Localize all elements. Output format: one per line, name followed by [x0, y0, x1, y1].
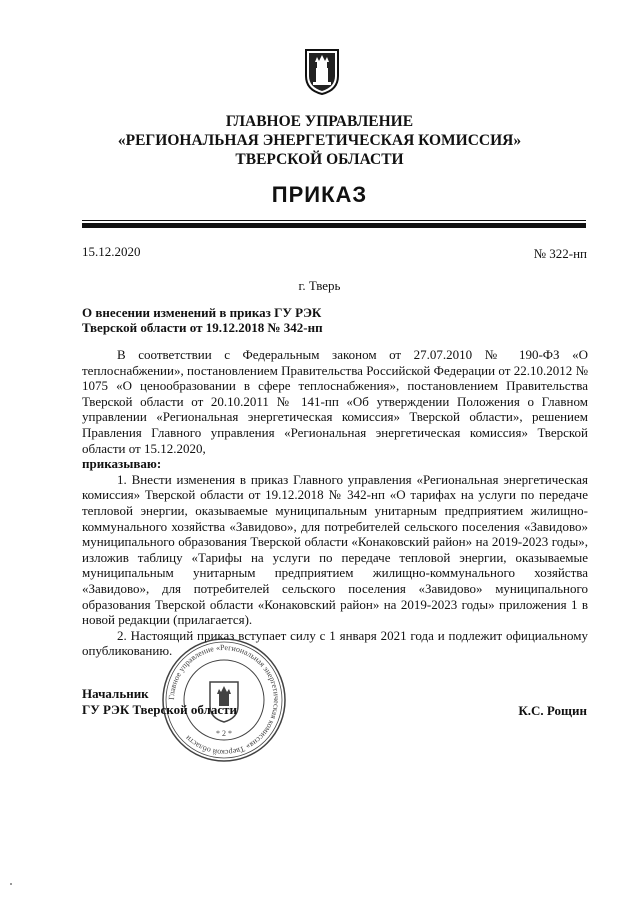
order-number: № 322-нп	[533, 246, 587, 261]
position-line-2: ГУ РЭК Тверской области	[82, 702, 237, 717]
header-divider-thick	[82, 223, 586, 228]
signatory-name: К.С. Рощин	[518, 703, 587, 718]
header-divider-thin	[82, 220, 586, 221]
coat-of-arms-icon	[302, 46, 342, 96]
order-word: приказываю:	[82, 456, 162, 472]
seal-number: * 2 *	[216, 729, 232, 738]
order-item-2: 2. Настоящий приказ вступает силу с 1 января 2021 года и подлежит официальному опубликованию.	[82, 627, 588, 659]
position-line-1: Начальник	[82, 686, 149, 701]
preamble-paragraph: В соответствии с Федеральным законом от 27.07.2010 № 190-ФЗ «О теплоснабжении», постановлением Правительства Российской Федерации от 22.10.2012 № 1075 «О ценообразовании в сфере теплоснабжения», постановлением Правительства Тверской области от 20.10.2011 № 141-пп «Об утверждении Положения о Главном управлении «Региональная энергетическая комиссия» Тверской области», решением Правления Главного управления «Региональная энергетическая комиссия» Тверской области от 15.12.2020,	[82, 347, 588, 456]
scan-artifact	[10, 883, 12, 885]
org-line-1: ГЛАВНОЕ УПРАВЛЕНИЕ	[225, 113, 414, 130]
document-type-heading: ПРИКАЗ	[271, 182, 368, 207]
order-date: 15.12.2020	[82, 244, 141, 259]
org-line-2: «РЕГИОНАЛЬНАЯ ЭНЕРГЕТИЧЕСКАЯ КОМИССИЯ»	[117, 132, 522, 149]
order-body	[82, 347, 588, 659]
subject-line-1: О внесении изменений в приказ ГУ РЭК	[82, 305, 322, 320]
order-item-1: 1. Внести изменения в приказ Главного управления «Региональная энергетическая комиссия» Тверской области от 19.12.2018 № 342-нп «О тарифах на услуги по передаче тепловой энергии, оказываемые муниципальным унитарным предприятием жилищно-коммунального хозяйства «Завидово», для потребителей сельского поселения «Завидово» муниципального образования Тверской области «Конаковский район» на 2019-2023 годы», изложив таблицу «Тарифы на услуги по передаче тепловой энергии, оказываемые муниципальным унитарным предприятием жилищно-коммунального хозяйства «Завидово», для потребителей сельского поселения «Завидово» муниципального образования Тверской области «Конаковский район» на 2019-2023 годы» приложения 1 в новой редакции (прилагается).	[82, 471, 588, 628]
subject-line-2: Тверской области от 19.12.2018 № 342-нп	[82, 320, 323, 335]
order-city: г. Тверь	[298, 278, 341, 293]
signatory-position	[82, 686, 237, 718]
seal-text: Главное управление «Региональная энергетическая комиссия» Тверской области	[166, 642, 282, 758]
org-line-3: ТВЕРСКОЙ ОБЛАСТИ	[235, 151, 404, 168]
organization-title	[0, 112, 639, 169]
order-subject	[82, 305, 382, 335]
